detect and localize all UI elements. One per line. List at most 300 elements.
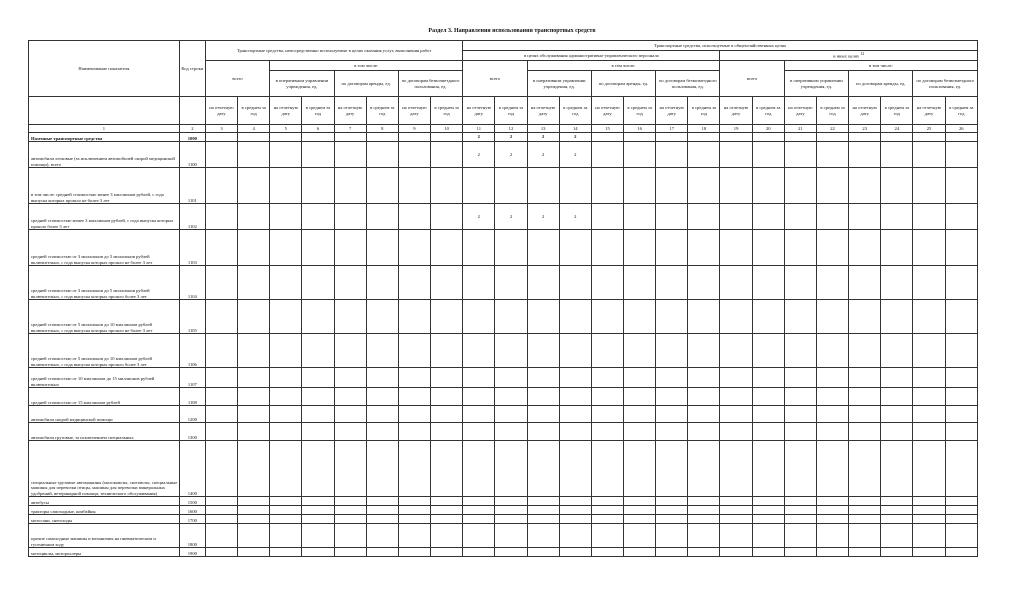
value-cell — [913, 441, 945, 497]
value-cell — [945, 230, 977, 266]
value-cell — [495, 406, 527, 423]
value-cell — [656, 497, 688, 506]
value-cell — [463, 548, 495, 557]
value-cell — [784, 497, 816, 506]
value-cell — [624, 230, 656, 266]
value-cell — [398, 204, 430, 230]
value-cell — [559, 388, 591, 406]
header-on-date: на отчетную дату — [720, 97, 752, 125]
value-cell — [720, 133, 752, 142]
value-cell — [849, 441, 881, 497]
value-cell — [945, 441, 977, 497]
column-number: 14 — [559, 125, 591, 133]
value-cell — [238, 334, 270, 368]
value-cell — [559, 548, 591, 557]
value-cell — [624, 142, 656, 168]
value-cell — [431, 406, 463, 423]
row-label: средней стоимостью от 5 миллионов до 10 миллионов рублей включительно, с года выпуска которых прошло не более 3 лет — [29, 300, 180, 334]
table-row — [29, 368, 978, 388]
value-cell — [302, 300, 334, 334]
value-cell — [591, 388, 623, 406]
value-cell — [784, 524, 816, 548]
value-cell — [656, 406, 688, 423]
value-cell — [205, 406, 237, 423]
header-avg-year: в среднем за год — [431, 97, 463, 125]
value-cell — [816, 524, 848, 548]
value-cell — [752, 266, 784, 300]
value-cell — [816, 441, 848, 497]
value-cell — [624, 368, 656, 388]
value-cell — [527, 506, 559, 515]
value-cell — [849, 423, 881, 441]
value-cell — [656, 548, 688, 557]
value-cell — [881, 423, 913, 441]
value-cell — [720, 497, 752, 506]
value-cell — [913, 388, 945, 406]
header-group-b2: в иных целях $^{12}$ — [720, 51, 978, 61]
value-cell — [559, 266, 591, 300]
table-row — [29, 334, 978, 368]
row-label: автомобили скорой медицинской помощи — [29, 406, 180, 423]
value-cell — [913, 406, 945, 423]
value-cell — [784, 142, 816, 168]
value-cell — [816, 368, 848, 388]
value-cell — [270, 524, 302, 548]
value-cell — [463, 406, 495, 423]
value-cell — [334, 300, 366, 334]
value-cell — [945, 168, 977, 204]
value-cell — [849, 168, 881, 204]
value-cell — [431, 368, 463, 388]
value-cell — [527, 334, 559, 368]
value-cell — [784, 406, 816, 423]
value-cell — [527, 515, 559, 524]
value-cell — [688, 515, 720, 524]
value-cell — [784, 548, 816, 557]
value-cell — [431, 133, 463, 142]
value-cell — [624, 423, 656, 441]
value-cell — [881, 300, 913, 334]
row-code: 1600 — [179, 506, 205, 515]
value-cell — [688, 334, 720, 368]
row-label: средней стоимостью менее 3 миллионов рублей, с года выпуска которых прошло более 3 лет — [29, 204, 180, 230]
value-cell — [398, 497, 430, 506]
value-cell — [366, 300, 398, 334]
value-cell — [302, 133, 334, 142]
value-cell — [881, 497, 913, 506]
value-cell — [238, 441, 270, 497]
header-indicator: Наименование показателя — [29, 41, 180, 97]
value-cell — [270, 168, 302, 204]
value-cell — [784, 368, 816, 388]
value-cell — [688, 497, 720, 506]
row-code: 1500 — [179, 497, 205, 506]
value-cell — [784, 204, 816, 230]
row-code: 1107 — [179, 368, 205, 388]
value-cell — [495, 168, 527, 204]
header-in-that-a: в том числе: — [270, 61, 463, 71]
header-free-use: по договорам безвозмездного пользования, ед. — [656, 71, 720, 97]
table-row — [29, 515, 978, 524]
column-number: 21 — [784, 125, 816, 133]
value-cell — [334, 266, 366, 300]
value-cell — [816, 266, 848, 300]
row-code: 1700 — [179, 515, 205, 524]
value-cell — [398, 300, 430, 334]
value-cell — [624, 497, 656, 506]
column-number: 25 — [913, 125, 945, 133]
value-cell — [334, 548, 366, 557]
value-cell — [238, 548, 270, 557]
value-cell — [656, 230, 688, 266]
value-cell — [881, 368, 913, 388]
value-cell — [591, 506, 623, 515]
header-on-date: на отчетную дату — [913, 97, 945, 125]
value-cell — [205, 548, 237, 557]
value-cell — [945, 524, 977, 548]
value-cell — [431, 204, 463, 230]
value-cell — [270, 142, 302, 168]
column-number: 11 — [463, 125, 495, 133]
value-cell — [688, 524, 720, 548]
value-cell — [205, 497, 237, 506]
value-cell — [591, 441, 623, 497]
value-cell — [720, 388, 752, 406]
column-number: 20 — [752, 125, 784, 133]
value-cell: 2 — [527, 204, 559, 230]
row-code: 1000 — [179, 133, 205, 142]
row-label: мотосани, снегоходы — [29, 515, 180, 524]
value-cell — [624, 506, 656, 515]
value-cell — [366, 388, 398, 406]
value-cell — [752, 368, 784, 388]
value-cell — [784, 300, 816, 334]
value-cell — [270, 497, 302, 506]
value-cell — [881, 133, 913, 142]
value-cell — [913, 334, 945, 368]
value-cell — [816, 497, 848, 506]
value-cell — [752, 168, 784, 204]
value-cell — [624, 266, 656, 300]
column-number: 26 — [945, 125, 977, 133]
column-number: 23 — [849, 125, 881, 133]
value-cell — [527, 406, 559, 423]
table-row — [29, 230, 978, 266]
header-on-date: на отчетную дату — [591, 97, 623, 125]
value-cell: 2 — [495, 142, 527, 168]
value-cell — [431, 506, 463, 515]
header-row-5 — [29, 97, 978, 125]
row-label: автомобили легковые (за исключением автомобилей скорой медицинской помощи), всего — [29, 142, 180, 168]
row-code: 1200 — [179, 406, 205, 423]
value-cell — [881, 388, 913, 406]
value-cell — [527, 497, 559, 506]
row-label: прочие самоходные машины и механизмы на пневматическом и гусеничном ходу — [29, 524, 180, 548]
value-cell — [238, 168, 270, 204]
row-label: средней стоимостью от 10 миллионов до 15 миллионов рублей включительно — [29, 368, 180, 388]
value-cell — [752, 441, 784, 497]
value-cell — [463, 266, 495, 300]
value-cell — [366, 266, 398, 300]
value-cell — [816, 334, 848, 368]
value-cell — [752, 406, 784, 423]
value-cell — [463, 441, 495, 497]
value-cell — [849, 230, 881, 266]
value-cell — [334, 524, 366, 548]
value-cell — [849, 524, 881, 548]
value-cell — [334, 406, 366, 423]
value-cell — [431, 230, 463, 266]
value-cell — [624, 406, 656, 423]
value-cell — [302, 204, 334, 230]
value-cell — [816, 300, 848, 334]
value-cell — [913, 515, 945, 524]
value-cell — [720, 334, 752, 368]
value-cell — [945, 506, 977, 515]
value-cell — [945, 368, 977, 388]
value-cell — [849, 133, 881, 142]
value-cell — [238, 368, 270, 388]
value-cell — [881, 230, 913, 266]
value-cell — [366, 423, 398, 441]
row-label: Наземные транспортные средства — [29, 133, 180, 142]
value-cell — [366, 515, 398, 524]
value-cell — [816, 142, 848, 168]
value-cell — [816, 506, 848, 515]
header-avg-year: в среднем за год — [559, 97, 591, 125]
value-cell — [849, 388, 881, 406]
value-cell — [913, 506, 945, 515]
value-cell — [431, 548, 463, 557]
header-in-that-b1: в том числе: — [527, 61, 720, 71]
value-cell — [913, 266, 945, 300]
value-cell — [495, 300, 527, 334]
value-cell — [945, 548, 977, 557]
value-cell — [784, 423, 816, 441]
value-cell — [559, 168, 591, 204]
column-number: 22 — [816, 125, 848, 133]
value-cell — [366, 524, 398, 548]
value-cell — [559, 515, 591, 524]
value-cell — [784, 334, 816, 368]
value-cell — [334, 368, 366, 388]
value-cell — [624, 388, 656, 406]
value-cell — [591, 142, 623, 168]
value-cell — [366, 406, 398, 423]
value-cell — [205, 423, 237, 441]
value-cell — [624, 524, 656, 548]
value-cell — [784, 230, 816, 266]
value-cell — [238, 506, 270, 515]
value-cell — [495, 388, 527, 406]
row-label: автобусы — [29, 497, 180, 506]
value-cell — [624, 168, 656, 204]
value-cell — [945, 300, 977, 334]
column-number: 19 — [720, 125, 752, 133]
column-number: 3 — [205, 125, 237, 133]
value-cell — [656, 506, 688, 515]
value-cell — [816, 133, 848, 142]
header-code-cont — [179, 97, 205, 125]
value-cell — [270, 266, 302, 300]
value-cell — [752, 204, 784, 230]
value-cell — [591, 406, 623, 423]
value-cell — [495, 506, 527, 515]
header-rent: по договорам аренды, ед. — [591, 71, 655, 97]
table-row — [29, 266, 978, 300]
header-in-that-b2: в том числе: — [784, 61, 977, 71]
value-cell — [238, 423, 270, 441]
value-cell — [656, 368, 688, 388]
value-cell — [688, 368, 720, 388]
value-cell — [591, 204, 623, 230]
value-cell — [463, 388, 495, 406]
value-cell — [591, 266, 623, 300]
table-row — [29, 406, 978, 423]
header-on-date: на отчетную дату — [656, 97, 688, 125]
value-cell — [398, 142, 430, 168]
value-cell — [913, 230, 945, 266]
value-cell — [398, 133, 430, 142]
value-cell — [334, 204, 366, 230]
value-cell — [270, 441, 302, 497]
header-avg-year: в среднем за год — [688, 97, 720, 125]
header-operative: в оперативном управлении учреждения, ед. — [784, 71, 848, 97]
value-cell — [398, 406, 430, 423]
value-cell — [752, 423, 784, 441]
value-cell — [334, 142, 366, 168]
value-cell — [205, 388, 237, 406]
value-cell — [559, 506, 591, 515]
value-cell — [398, 506, 430, 515]
row-code: 1400 — [179, 441, 205, 497]
value-cell — [881, 441, 913, 497]
value-cell — [205, 204, 237, 230]
value-cell — [334, 334, 366, 368]
value-cell — [302, 524, 334, 548]
value-cell — [591, 133, 623, 142]
header-avg-year: в среднем за год — [366, 97, 398, 125]
value-cell — [752, 230, 784, 266]
table-row — [29, 497, 978, 506]
value-cell — [527, 230, 559, 266]
table-row — [29, 388, 978, 406]
value-cell — [205, 515, 237, 524]
value-cell — [720, 515, 752, 524]
row-label: средней стоимостью от 5 миллионов до 10 миллионов рублей включительно, с года выпуска которых прошло более 3 лет — [29, 334, 180, 368]
value-cell — [270, 548, 302, 557]
value-cell — [913, 168, 945, 204]
row-code: 1900 — [179, 548, 205, 557]
row-code: 1105 — [179, 300, 205, 334]
value-cell — [463, 506, 495, 515]
header-avg-year: в среднем за год — [816, 97, 848, 125]
value-cell — [881, 548, 913, 557]
row-label: средней стоимостью от 3 миллионов до 5 миллионов рублей включительно, с года выпуска которых прошло более 3 лет — [29, 266, 180, 300]
header-code: Код строки — [179, 41, 205, 97]
value-cell — [688, 133, 720, 142]
value-cell — [366, 548, 398, 557]
value-cell — [720, 230, 752, 266]
value-cell — [527, 368, 559, 388]
value-cell — [270, 334, 302, 368]
value-cell — [688, 388, 720, 406]
value-cell — [784, 133, 816, 142]
column-number: 8 — [366, 125, 398, 133]
value-cell — [624, 548, 656, 557]
value-cell — [913, 524, 945, 548]
value-cell — [495, 548, 527, 557]
value-cell — [270, 423, 302, 441]
value-cell — [238, 266, 270, 300]
value-cell — [591, 524, 623, 548]
row-label: средней стоимостью от 3 миллионов до 5 миллионов рублей включительно, с года выпуска которых прошло не более 3 лет — [29, 230, 180, 266]
value-cell — [591, 334, 623, 368]
value-cell — [398, 423, 430, 441]
value-cell — [849, 548, 881, 557]
value-cell — [527, 300, 559, 334]
value-cell — [784, 515, 816, 524]
value-cell — [366, 334, 398, 368]
value-cell — [463, 334, 495, 368]
value-cell — [945, 266, 977, 300]
value-cell — [816, 204, 848, 230]
header-avg-year: в среднем за год — [624, 97, 656, 125]
value-cell — [656, 441, 688, 497]
row-label: специальные грузовые автомашины (молоковозы, скотовозы, специальные машины для перевозки птицы, машины для перевозки минеральных удобрений, ветеринарной помощи, технического обслуживания) — [29, 441, 180, 497]
value-cell — [881, 515, 913, 524]
value-cell — [431, 388, 463, 406]
value-cell — [881, 168, 913, 204]
column-number: 13 — [527, 125, 559, 133]
value-cell — [688, 230, 720, 266]
value-cell — [720, 548, 752, 557]
value-cell — [270, 230, 302, 266]
row-code: 1300 — [179, 423, 205, 441]
column-number: 5 — [270, 125, 302, 133]
value-cell — [302, 168, 334, 204]
value-cell — [881, 334, 913, 368]
value-cell — [302, 423, 334, 441]
value-cell — [656, 524, 688, 548]
value-cell — [591, 515, 623, 524]
value-cell — [334, 497, 366, 506]
value-cell — [624, 515, 656, 524]
table-row — [29, 524, 978, 548]
value-cell — [302, 497, 334, 506]
value-cell — [302, 368, 334, 388]
value-cell — [398, 524, 430, 548]
value-cell: 2 — [559, 142, 591, 168]
value-cell — [334, 388, 366, 406]
value-cell — [656, 168, 688, 204]
value-cell — [849, 142, 881, 168]
value-cell — [752, 388, 784, 406]
value-cell — [205, 266, 237, 300]
value-cell — [752, 334, 784, 368]
value-cell — [205, 133, 237, 142]
value-cell — [366, 168, 398, 204]
value-cell — [559, 497, 591, 506]
value-cell — [591, 230, 623, 266]
header-on-date: на отчетную дату — [527, 97, 559, 125]
column-number: 12 — [495, 125, 527, 133]
value-cell — [398, 230, 430, 266]
value-cell — [398, 548, 430, 557]
table-row — [29, 423, 978, 441]
value-cell — [205, 334, 237, 368]
value-cell — [752, 300, 784, 334]
